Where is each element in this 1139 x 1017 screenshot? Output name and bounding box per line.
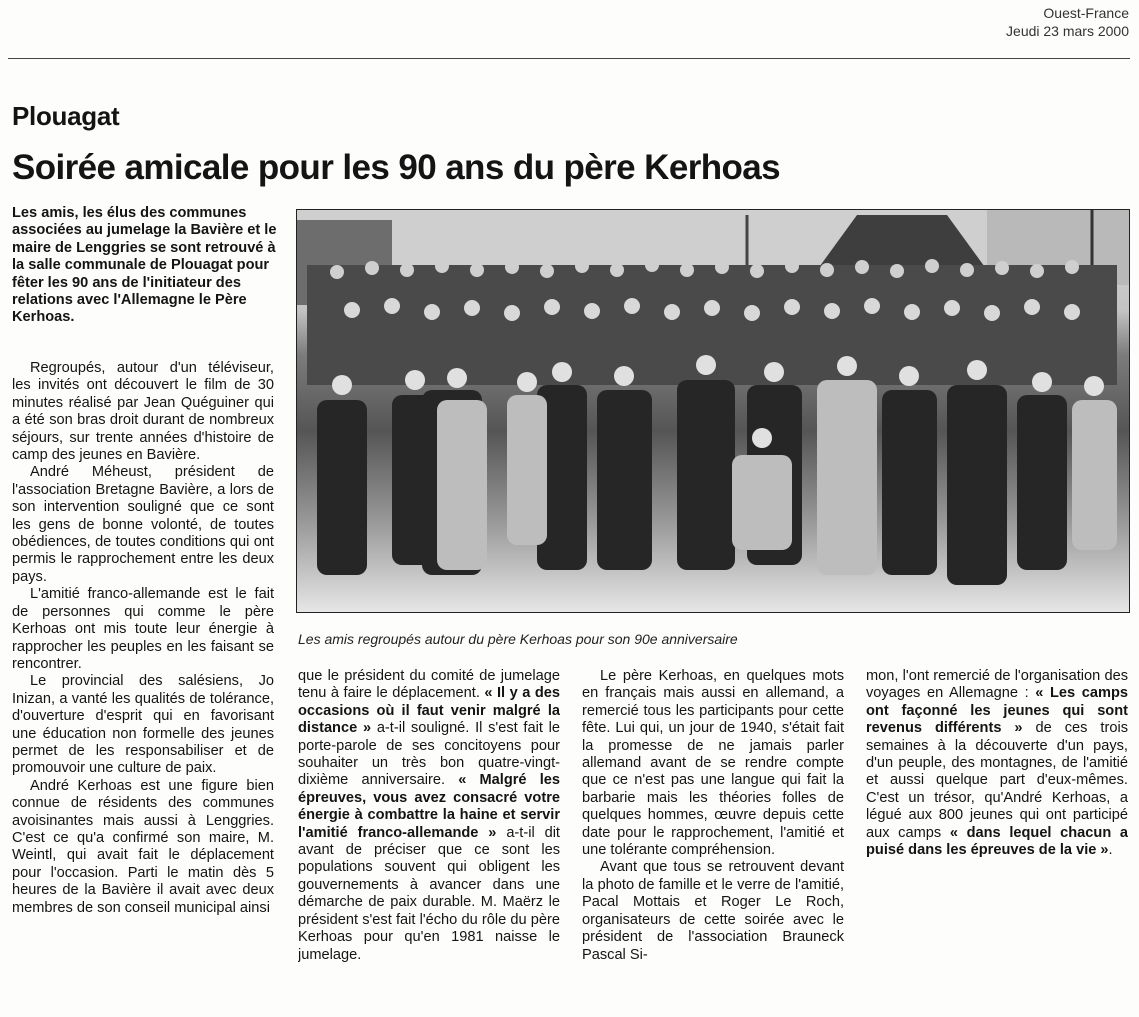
paragraph: [298, 668, 560, 964]
paragraph: Le provincial des salésiens, Jo Inizan, a vanté les qualités de tolérance, d'ouverture d'esprit qui en favorisant une éducation non formelle des jeunes permet de les responsabiliser et de promouvoir une culture de paix.: [12, 673, 274, 777]
article-lede: Les amis, les élus des communes associées au jumelage la Bavière et le maire de Lenggries se sont retrouvé à la salle communale de Plouagat pour fêter les 90 ans de l'initiateur des relations avec l'Allemagne le Père Kerhoas.: [12, 205, 277, 326]
column-3: [582, 668, 844, 1014]
header-rule: [8, 58, 1130, 59]
article-headline: Soirée amicale pour les 90 ans du père Kerhoas: [12, 148, 781, 187]
text-run: de ces trois semaines à la découverte d'un pays, d'un peuple, des montagnes, de l'amitié et aussi quelque part d'eux-mêmes. C'est un trésor, qu'André Kerhoas, a légué aux 800 jeunes qui ont participé aux camps: [866, 720, 1128, 841]
publication-date: Jeudi 23 mars 2000: [1006, 23, 1129, 39]
paragraph: [866, 668, 1128, 859]
column-1: [12, 360, 274, 1014]
text-run: a-t-il dit avant de préciser que ce sont les populations souvent qui obligent les gouvernements à avancer dans une démarche de paix durable. M. Maërz le président s'est fait l'écho du rôle du père Kerhoas pour qu'en 1981 naisse le jumelage.: [298, 824, 560, 963]
paragraph: Avant que tous se retrouvent devant la photo de famille et le verre de l'amitié, Pacal Mottais et Roger Le Roch, organisateurs de cette soirée avec le président de l'association Brauneck Pascal Si-: [582, 859, 844, 963]
paragraph: André Kerhoas est une figure bien connue de résidents des communes avoisinantes mais aussi à Lenggries. C'est ce qu'a confirmé son maire, M. Weintl, qui avait fait le déplacement pour l'occasion. Parti le matin dès 5 heures de la Bavière il avait avec deux membres de son conseil municipal ainsi: [12, 777, 274, 916]
column-4: [866, 668, 1128, 1014]
text-run: .: [1108, 842, 1113, 859]
quote: « dans lequel chacun a puisé dans les épreuves de la vie »: [866, 824, 1128, 859]
column-2: [298, 668, 560, 1014]
paragraph: Le père Kerhoas, en quelques mots en français mais aussi en allemand, a remercié tous les participants pour cette fête. Lui qui, un jour de 1940, s'était fait la promesse de ne jamais parler allemand avant de se rendre compte que ce n'est pas une langue qui fait la barbarie mais les théories folles de quelques hommes, œuvre depuis cette date pour le rapprochement, l'amitié et une tolérante compréhension.: [582, 668, 844, 859]
section-rubric: Plouagat: [12, 101, 120, 131]
text-run: mon, l'ont remercié de l'organisation des voyages en Allemagne :: [866, 668, 1128, 702]
paragraph: Regroupés, autour d'un téléviseur, les invités ont découvert le film de 30 minutes réalisé par Jean Quéguiner qui a été son bras droit durant de nombreux séjours, sur trente années d'histoire de camp des jeunes en Bavière.: [12, 360, 274, 464]
group-photo: [296, 209, 1130, 613]
paragraph: André Méheust, président de l'association Bretagne Bavière, a lors de son intervention souligné que ce sont les gens de bonne volonté, de toutes obédiences, de toutes conditions qui ont permis le rapprochement entre les deux pays.: [12, 464, 274, 585]
quote: « Il y a des occasions où il faut venir malgré la distance »: [298, 685, 560, 737]
quote: « Malgré les épreuves, vous avez consacré votre énergie à combattre la haine et servir l'amitié franco-allemande »: [298, 772, 560, 841]
quote: « Les camps ont façonné les jeunes qui sont revenus différents »: [866, 685, 1128, 737]
text-run: que le président du comité de jumelage tenu à faire le déplacement.: [298, 668, 560, 702]
text-run: a-t-il souligné. Il s'est fait le porte-parole de ses concitoyens pour souhaiter un très bon quatre-vingt-dixième anniversaire.: [298, 720, 560, 789]
group-photo-illustration: [297, 210, 1129, 612]
newspaper-name: Ouest-France: [1043, 5, 1129, 21]
photo-caption: Les amis regroupés autour du père Kerhoas pour son 90e anniversaire: [298, 631, 738, 647]
masthead: [1006, 4, 1129, 40]
paragraph: L'amitié franco-allemande est le fait de personnes qui comme le père Kerhoas ont mis toute leur énergie à rapprocher les peuples en les faisant se rencontrer.: [12, 586, 274, 672]
